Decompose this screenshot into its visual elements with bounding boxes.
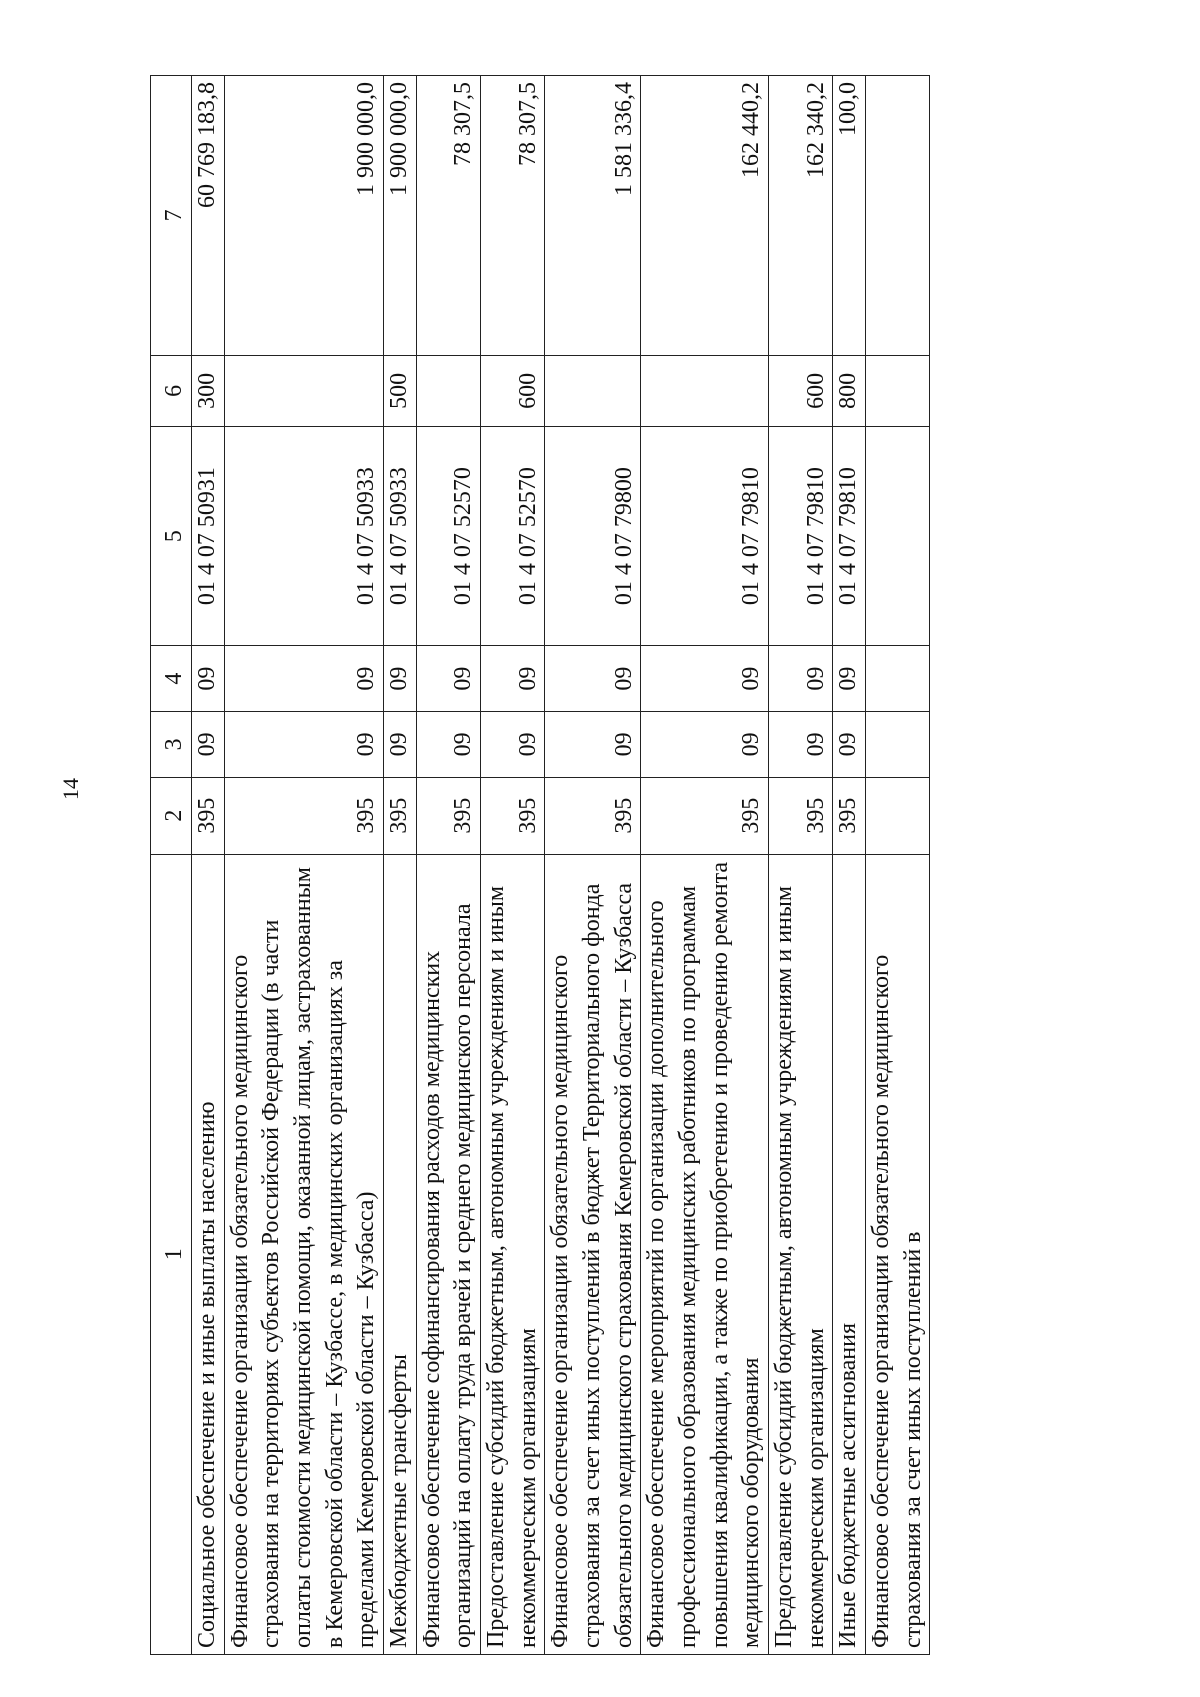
row-csr: 01 4 07 79810 bbox=[833, 426, 866, 645]
row-csr: 01 4 07 79810 bbox=[769, 426, 833, 645]
row-name: Финансовое обеспечение организации обязательного медицинского страхования за счет иных поступлений в бюджет Территориального фонда обязательного медицинского страхования Кемеровской области – Кузбасса bbox=[545, 854, 641, 1654]
row-vr bbox=[416, 355, 480, 426]
row-sum: 1 900 000,0 bbox=[224, 76, 383, 356]
row-sum: 1 581 336,4 bbox=[545, 76, 641, 356]
row-csr: 01 4 07 79810 bbox=[641, 426, 769, 645]
row-pr: 09 bbox=[833, 646, 866, 712]
header-row bbox=[151, 76, 192, 1655]
row-rz: 09 bbox=[416, 712, 480, 778]
row-sum: 78 307,5 bbox=[416, 76, 480, 356]
row-pr: 09 bbox=[224, 646, 383, 712]
header-cell-csr: 5 bbox=[151, 426, 192, 645]
row-name: Финансовое обеспечение мероприятий по организации дополнительного профессионального образования медицинских работников по программам повышения квалификации, а также по приобретению и проведению ремонта медицинского оборудования bbox=[641, 854, 769, 1654]
header-cell-rz: 3 bbox=[151, 712, 192, 778]
row-name: Иные бюджетные ассигнования bbox=[833, 854, 866, 1654]
row-gr: 395 bbox=[545, 777, 641, 854]
table-row bbox=[641, 76, 769, 1655]
header-cell-name: 1 bbox=[151, 854, 192, 1654]
table-body bbox=[192, 76, 930, 1655]
page-number: 14 bbox=[58, 778, 83, 800]
row-name: Предоставление субсидий бюджетным, автономным учреждениям и иным некоммерческим организациям bbox=[481, 854, 545, 1654]
row-csr: 01 4 07 79800 bbox=[545, 426, 641, 645]
row-name: Финансовое обеспечение софинансирования расходов медицинских организаций на оплату труда врачей и среднего медицинского персонала bbox=[416, 854, 480, 1654]
row-vr: 500 bbox=[384, 355, 417, 426]
row-pr: 09 bbox=[769, 646, 833, 712]
budget-table-wrapper bbox=[150, 75, 930, 1655]
row-vr bbox=[641, 355, 769, 426]
row-gr: 395 bbox=[481, 777, 545, 854]
row-vr: 600 bbox=[481, 355, 545, 426]
row-vr: 300 bbox=[192, 355, 225, 426]
row-gr: 395 bbox=[769, 777, 833, 854]
row-gr: 395 bbox=[384, 777, 417, 854]
row-gr: 395 bbox=[416, 777, 480, 854]
row-pr: 09 bbox=[416, 646, 480, 712]
row-sum: 1 900 000,0 bbox=[384, 76, 417, 356]
row-pr: 09 bbox=[545, 646, 641, 712]
row-csr: 01 4 07 50933 bbox=[224, 426, 383, 645]
row-vr bbox=[545, 355, 641, 426]
header-cell-pr: 4 bbox=[151, 646, 192, 712]
table-row bbox=[224, 76, 383, 1655]
row-csr: 01 4 07 50931 bbox=[192, 426, 225, 645]
row-csr: 01 4 07 52570 bbox=[416, 426, 480, 645]
row-name: Финансовое обеспечение организации обязательного медицинского страхования на территориях субъектов Российской Федерации (в части оплаты стоимости медицинской помощи, оказанной лицам, застрахованным в Кемеровской области – Кузбассе, в медицинских организациях за пределами Кемеровской области – Кузбасса) bbox=[224, 854, 383, 1654]
row-name: Социальное обеспечение и иные выплаты населению bbox=[192, 854, 225, 1654]
row-vr: 800 bbox=[833, 355, 866, 426]
row-csr: 01 4 07 50933 bbox=[384, 426, 417, 645]
table-row bbox=[866, 76, 930, 1655]
header-cell-gr: 2 bbox=[151, 777, 192, 854]
header-cell-vr: 6 bbox=[151, 355, 192, 426]
row-vr bbox=[866, 355, 930, 426]
row-rz: 09 bbox=[224, 712, 383, 778]
row-rz: 09 bbox=[481, 712, 545, 778]
table-row bbox=[545, 76, 641, 1655]
row-gr: 395 bbox=[641, 777, 769, 854]
table-row bbox=[481, 76, 545, 1655]
table-row bbox=[833, 76, 866, 1655]
row-sum: 100,0 bbox=[833, 76, 866, 356]
budget-table bbox=[150, 75, 930, 1655]
row-vr: 600 bbox=[769, 355, 833, 426]
row-csr bbox=[866, 426, 930, 645]
row-rz: 09 bbox=[384, 712, 417, 778]
row-pr: 09 bbox=[384, 646, 417, 712]
table-row bbox=[384, 76, 417, 1655]
row-rz: 09 bbox=[192, 712, 225, 778]
row-gr: 395 bbox=[192, 777, 225, 854]
row-pr bbox=[866, 646, 930, 712]
table-row bbox=[192, 76, 225, 1655]
header-cell-sum: 7 bbox=[151, 76, 192, 356]
row-pr: 09 bbox=[481, 646, 545, 712]
row-name: Предоставление субсидий бюджетным, автономным учреждениям и иным некоммерческим организациям bbox=[769, 854, 833, 1654]
row-pr: 09 bbox=[641, 646, 769, 712]
row-gr: 395 bbox=[833, 777, 866, 854]
row-name: Финансовое обеспечение организации обязательного медицинского страхования за счет иных поступлений в bbox=[866, 854, 930, 1654]
row-csr: 01 4 07 52570 bbox=[481, 426, 545, 645]
row-gr bbox=[866, 777, 930, 854]
row-gr: 395 bbox=[224, 777, 383, 854]
row-rz bbox=[866, 712, 930, 778]
row-rz: 09 bbox=[833, 712, 866, 778]
row-name: Межбюджетные трансферты bbox=[384, 854, 417, 1654]
row-rz: 09 bbox=[545, 712, 641, 778]
row-sum: 60 769 183,8 bbox=[192, 76, 225, 356]
row-sum: 78 307,5 bbox=[481, 76, 545, 356]
row-rz: 09 bbox=[641, 712, 769, 778]
table-row bbox=[769, 76, 833, 1655]
row-vr bbox=[224, 355, 383, 426]
row-sum: 162 440,2 bbox=[641, 76, 769, 356]
row-sum: 162 340,2 bbox=[769, 76, 833, 356]
row-rz: 09 bbox=[769, 712, 833, 778]
row-pr: 09 bbox=[192, 646, 225, 712]
table-row bbox=[416, 76, 480, 1655]
row-sum bbox=[866, 76, 930, 356]
